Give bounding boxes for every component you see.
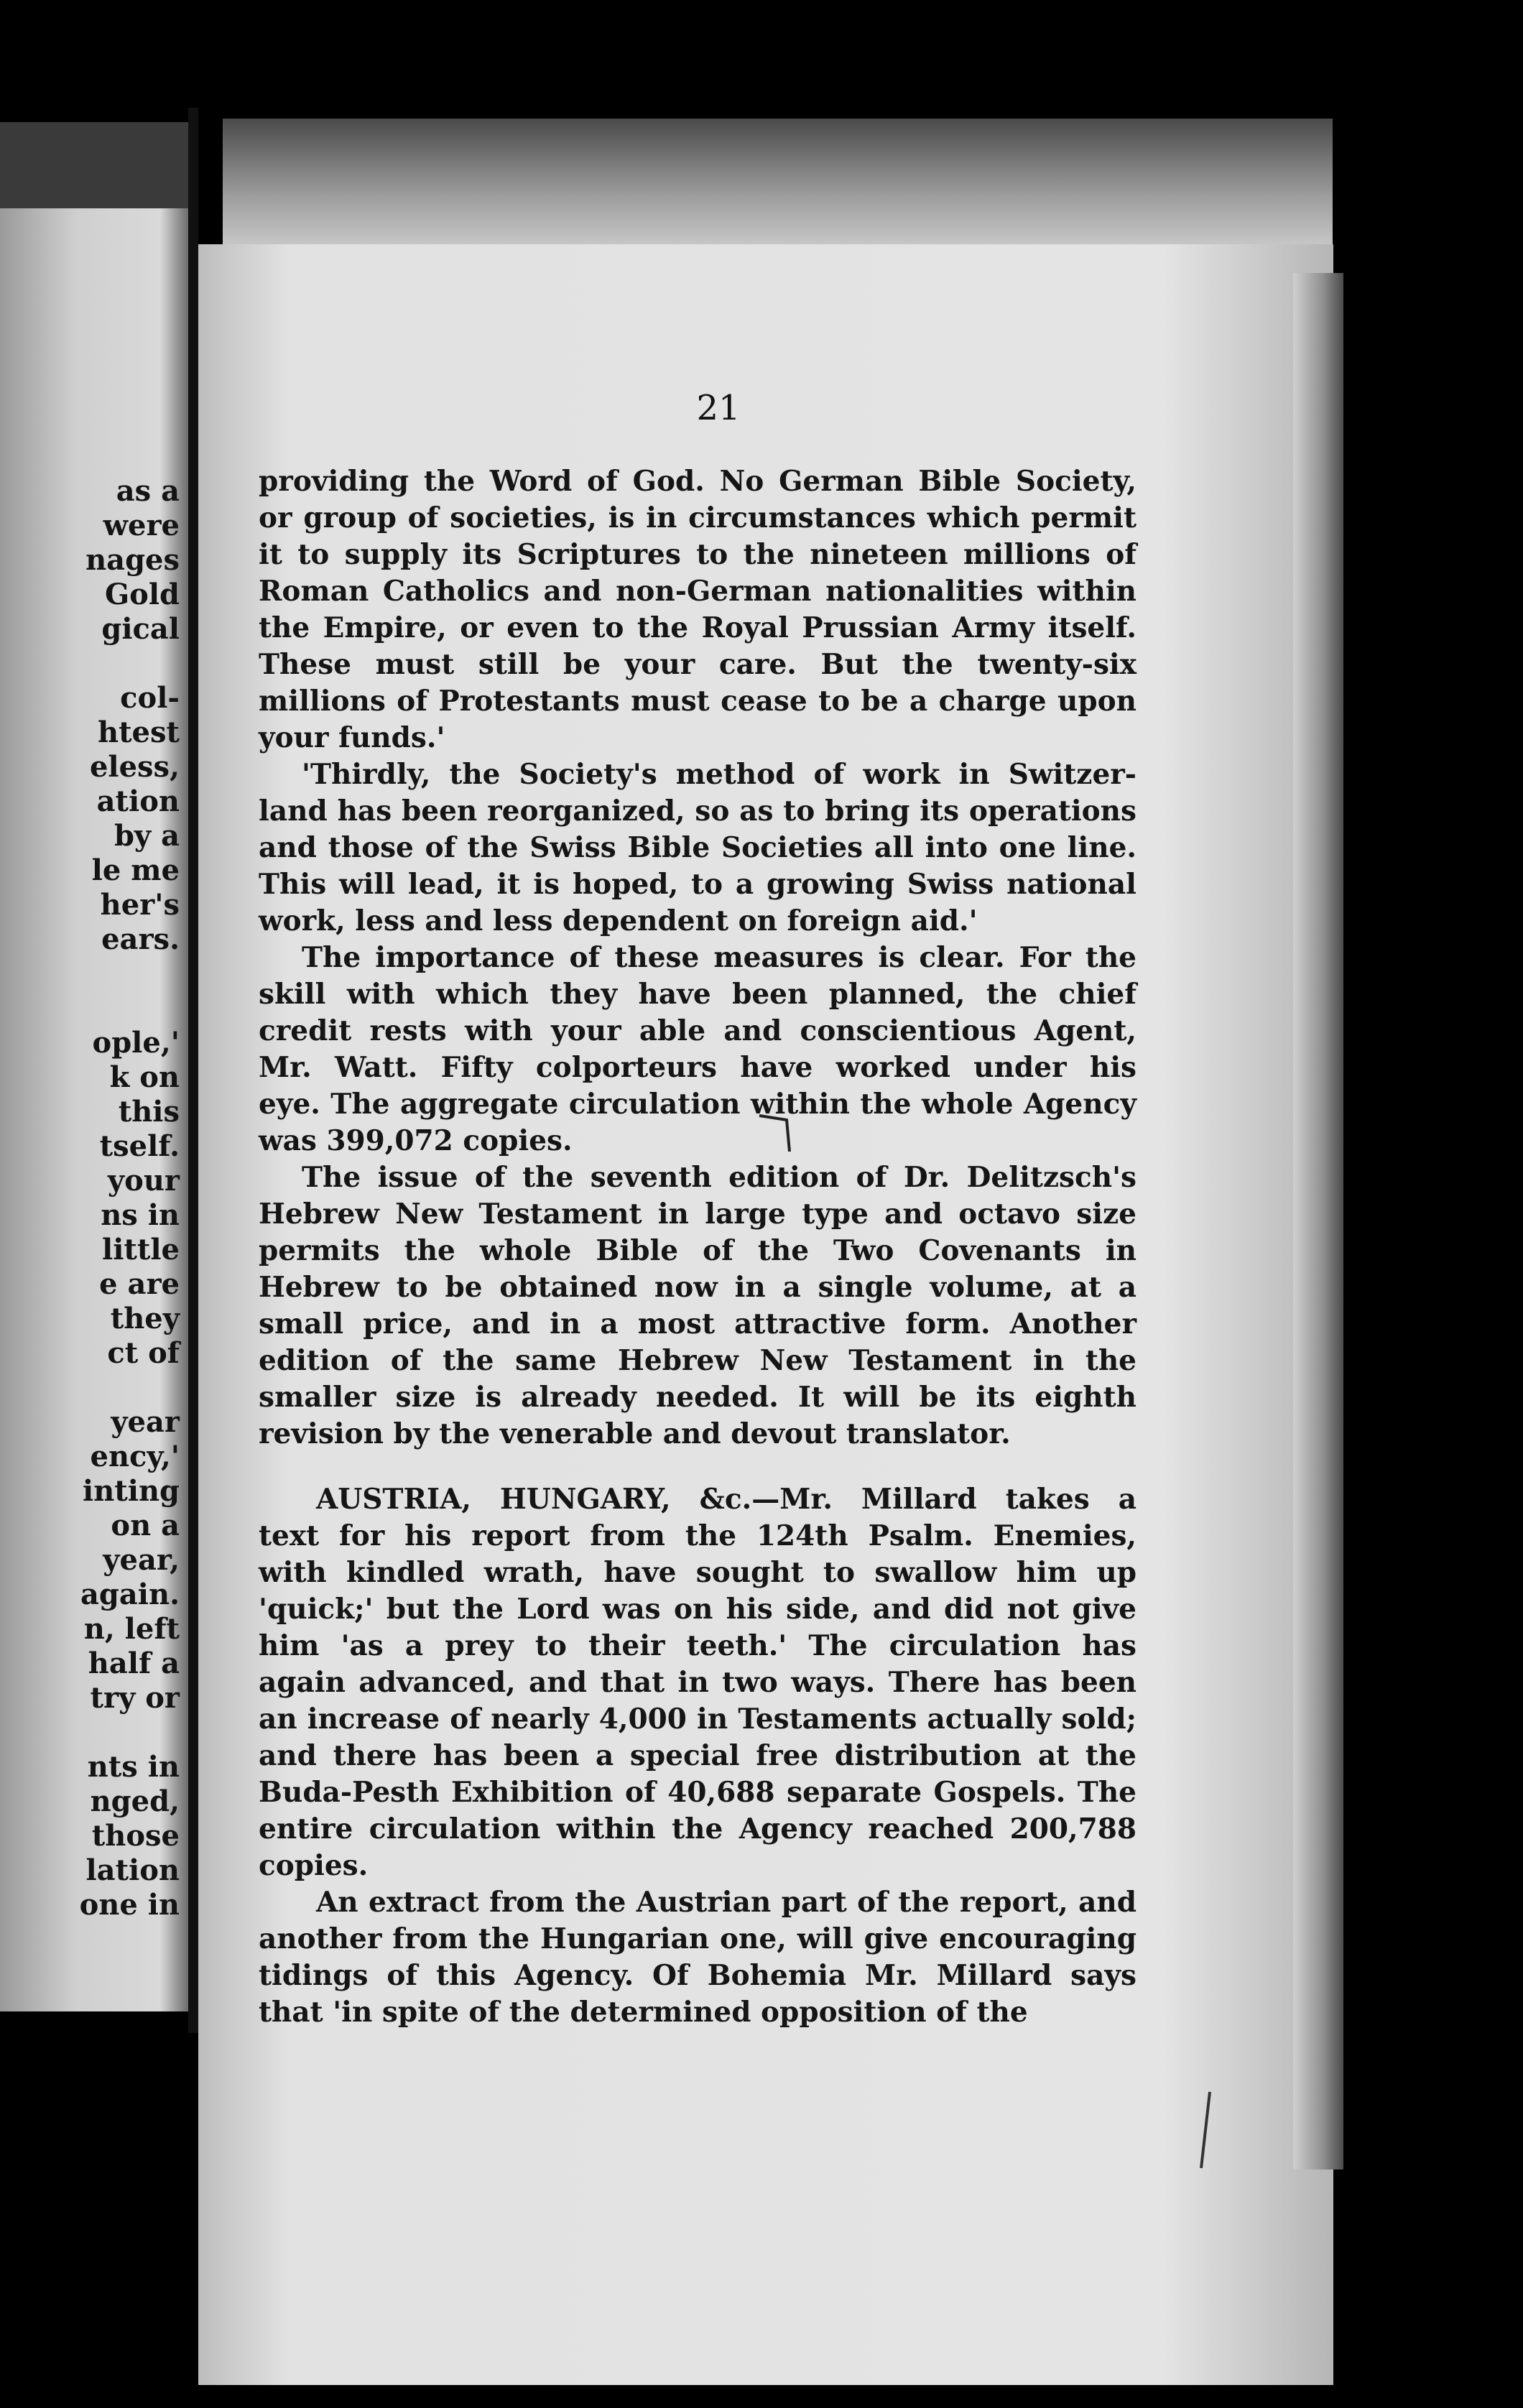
left-fragment-line: half a	[88, 1647, 180, 1680]
text-line: The issue of the seventh edition of Dr. Delitzsch's	[302, 1161, 1137, 1194]
text-line: smaller size is already needed. It will be its eighth	[259, 1381, 1137, 1414]
text-line: Buda-Pesth Exhibition of 40,688 separate Gospels. The	[259, 1776, 1137, 1809]
left-fragment-line: inting	[83, 1474, 180, 1508]
text-line: work, less and less dependent on foreign aid.'	[259, 904, 978, 937]
text-line: your funds.'	[259, 721, 445, 754]
text-line: text for his report from the 124th Psalm. Enemies,	[259, 1519, 1137, 1552]
text-line: tidings of this Agency. Of Bohemia Mr. Millard says	[259, 1959, 1137, 1992]
left-fragment-line	[7, 1371, 180, 1405]
text-line: that 'in spite of the determined opposition of the	[259, 1996, 1028, 2029]
text-line: was 399,072 copies.	[259, 1124, 573, 1157]
pencil-bracket-mark	[758, 1110, 808, 1153]
pencil-margin-mark	[1198, 2090, 1213, 2169]
text-line: another from the Hungarian one, will give encouraging	[259, 1922, 1137, 1955]
left-fragment-line: year,	[103, 1543, 180, 1577]
page-number: 21	[696, 388, 741, 428]
text-line: providing the Word of God. No German Bible Society,	[259, 465, 1137, 498]
text-line: Mr. Watt. Fifty colporteurs have worked under his	[259, 1051, 1137, 1084]
left-fragment-line	[7, 647, 180, 681]
page-top-shadow	[223, 119, 1333, 248]
left-page-shadow	[0, 122, 188, 208]
text-line: copies.	[259, 1849, 369, 1882]
text-line: eye. The aggregate circulation within the whole Agency	[259, 1088, 1137, 1121]
text-line: him 'as a prey to their teeth.' The circulation has	[259, 1629, 1137, 1662]
left-fragment-line: ears.	[101, 922, 180, 956]
paragraph	[259, 463, 1137, 756]
left-fragment-line: ns in	[101, 1198, 180, 1232]
text-line: Hebrew to be obtained now in a single volume, at a	[259, 1271, 1137, 1304]
section-gap	[259, 1453, 1137, 1481]
text-line: credit rests with your able and conscientious Agent,	[259, 1014, 1137, 1047]
left-fragment-line: try or	[90, 1681, 180, 1715]
text-line: AUSTRIA, HUNGARY, &c.—Mr. Millard takes a	[316, 1483, 1137, 1516]
text-line: and those of the Swiss Bible Societies all into one line.	[259, 831, 1137, 864]
left-fragment-line: this	[118, 1095, 180, 1129]
left-page-text	[7, 474, 180, 1922]
left-fragment-line: ency,'	[90, 1440, 180, 1473]
text-line: An extract from the Austrian part of the report, and	[316, 1886, 1137, 1919]
left-fragment-line: her's	[100, 888, 180, 922]
left-fragment-line: htest	[97, 716, 180, 749]
text-line: small price, and in a most attractive form. Another	[259, 1307, 1137, 1340]
left-fragment-line: they	[110, 1302, 180, 1335]
page-edge-shadow	[1293, 273, 1343, 2169]
left-fragment-line: on a	[111, 1509, 180, 1542]
left-fragment-line: eless,	[89, 750, 180, 784]
left-fragment-line: k on	[109, 1060, 180, 1094]
left-fragment-line: nts in	[87, 1750, 180, 1784]
text-line: Hebrew New Testament in large type and octavo size	[259, 1198, 1137, 1231]
text-line: These must still be your care. But the twenty-six	[259, 648, 1137, 681]
left-page-fragment	[0, 122, 188, 2011]
left-fragment-line: ople,'	[92, 1026, 180, 1060]
left-fragment-line: le me	[91, 853, 180, 887]
body-text	[259, 463, 1137, 2031]
left-fragment-line: lation	[85, 1853, 180, 1887]
left-fragment-line: col-	[120, 681, 180, 715]
text-line: skill with which they have been planned, the chief	[259, 978, 1137, 1011]
left-fragment-line: nged,	[90, 1784, 180, 1818]
paragraph	[259, 1481, 1137, 1884]
text-line: an increase of nearly 4,000 in Testaments actually sold;	[259, 1703, 1137, 1736]
left-fragment-line: your	[107, 1164, 180, 1198]
text-line: revision by the venerable and devout translator.	[259, 1417, 1011, 1450]
text-line: This will lead, it is hoped, to a growing Swiss national	[259, 868, 1137, 901]
left-fragment-line: e are	[99, 1267, 180, 1301]
text-line: land has been reorganized, so as to bring its operations	[259, 795, 1137, 828]
paragraph	[259, 1884, 1137, 2031]
text-line: 'quick;' but the Lord was on his side, and did not give	[259, 1593, 1137, 1626]
left-fragment-line: year	[111, 1405, 180, 1439]
left-fragment-line: n, left	[83, 1612, 180, 1646]
text-line: Roman Catholics and non-German nationalities within	[259, 575, 1137, 608]
left-fragment-line: gical	[101, 612, 180, 646]
left-fragment-line: again.	[80, 1578, 180, 1611]
left-fragment-line	[7, 991, 180, 1026]
paragraph	[259, 756, 1137, 940]
text-line: permits the whole Bible of the Two Covenants in	[259, 1234, 1137, 1267]
left-fragment-line: by a	[114, 819, 180, 853]
text-line: The importance of these measures is clear. For the	[302, 941, 1137, 974]
text-line: and there has been a special free distribution at the	[259, 1739, 1137, 1772]
text-line: entire circulation within the Agency reached 200,788	[259, 1812, 1137, 1846]
text-line: edition of the same Hebrew New Testament in the	[259, 1344, 1137, 1377]
left-fragment-line: were	[103, 509, 180, 542]
text-line: or group of societies, is in circumstances which permit	[259, 501, 1137, 534]
paragraph	[259, 940, 1137, 1159]
text-line: the Empire, or even to the Royal Prussian Army itself.	[259, 611, 1137, 644]
left-fragment-line	[7, 1715, 180, 1750]
text-line: millions of Protestants must cease to be a charge upon	[259, 685, 1137, 718]
left-fragment-line: little	[102, 1233, 180, 1266]
left-fragment-line: ation	[96, 784, 180, 818]
left-fragment-line: as a	[116, 474, 180, 508]
book-gutter	[188, 108, 198, 2033]
text-line: with kindled wrath, have sought to swallow him up	[259, 1556, 1137, 1589]
left-fragment-line: Gold	[104, 578, 180, 611]
left-fragment-line	[7, 957, 180, 991]
text-line: it to supply its Scriptures to the nineteen millions of	[259, 538, 1137, 571]
paragraph	[259, 1159, 1137, 1453]
left-fragment-line: nages	[85, 543, 180, 577]
text-line: 'Thirdly, the Society's method of work in Switzer-	[302, 758, 1137, 791]
left-fragment-line: one in	[79, 1888, 180, 1922]
text-line: again advanced, and that in two ways. There has been	[259, 1666, 1137, 1699]
left-fragment-line: those	[91, 1819, 180, 1853]
left-fragment-line: ct of	[107, 1336, 180, 1370]
left-fragment-line: tself.	[99, 1129, 180, 1163]
